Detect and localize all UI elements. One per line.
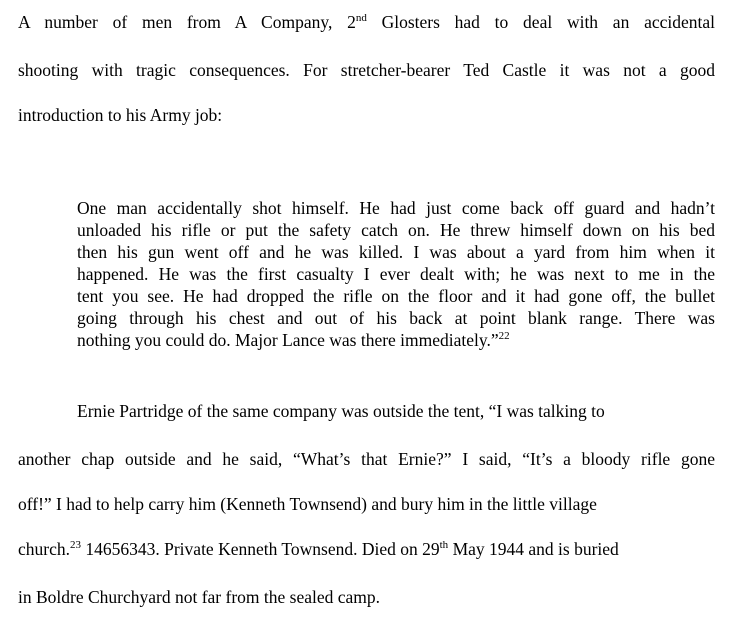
para1-line-3: introduction to his Army job: xyxy=(18,105,223,125)
footnote-ref-22: 22 xyxy=(498,330,510,342)
para2-line-4-text-b: 14656343. Private Kenneth Townsend. Died on 29 xyxy=(81,539,440,559)
quote-line-7 xyxy=(77,332,715,350)
footnote-ref-23: 23 xyxy=(70,539,81,551)
para2-line-4 xyxy=(18,541,619,559)
para2-line-3: off!” I had to help carry him (Kenneth Townsend) and bury him in the little village xyxy=(18,494,597,514)
para2-line-4-text-c: May 1944 and is buried xyxy=(448,539,619,559)
ordinal-superscript: th xyxy=(439,539,449,551)
para1-line-2: shooting with tragic consequences. For stretcher-bearer Ted Castle it was not a good xyxy=(18,60,715,80)
para1-line-1-text-b: Glosters had to deal with an accidental xyxy=(366,12,715,32)
quote-line-5: tent you see. He had dropped the rifle on the floor and it had gone off, the bullet xyxy=(77,286,715,306)
quote-line-3: then his gun went off and he was killed. I was about a yard from him when it xyxy=(77,242,715,262)
quote-line-2: unloaded his rifle or put the safety catch on. He threw himself down on his bed xyxy=(77,220,715,240)
para2-line-5: in Boldre Churchyard not far from the sealed camp. xyxy=(18,587,381,607)
para2-line-2: another chap outside and he said, “What’s that Ernie?” I said, “It’s a bloody rifle gone xyxy=(18,449,715,469)
para2-line-1: Ernie Partridge of the same company was outside the tent, “I was talking to xyxy=(77,401,605,421)
quote-line-1: One man accidentally shot himself. He had just come back off guard and hadn’t xyxy=(77,198,715,218)
quote-line-4: happened. He was the first casualty I ever dealt with; he was next to me in the xyxy=(77,264,715,284)
para1-line-1-text-a: A number of men from A Company, 2 xyxy=(18,12,356,32)
para2-line-4-text-a: church. xyxy=(18,539,70,559)
para1-line-1 xyxy=(18,14,715,32)
quote-line-6: going through his chest and out of his back at point blank range. There was xyxy=(77,308,715,328)
quote-line-7-text: nothing you could do. Major Lance was there immediately.” xyxy=(77,330,499,350)
ordinal-superscript: nd xyxy=(355,12,367,24)
